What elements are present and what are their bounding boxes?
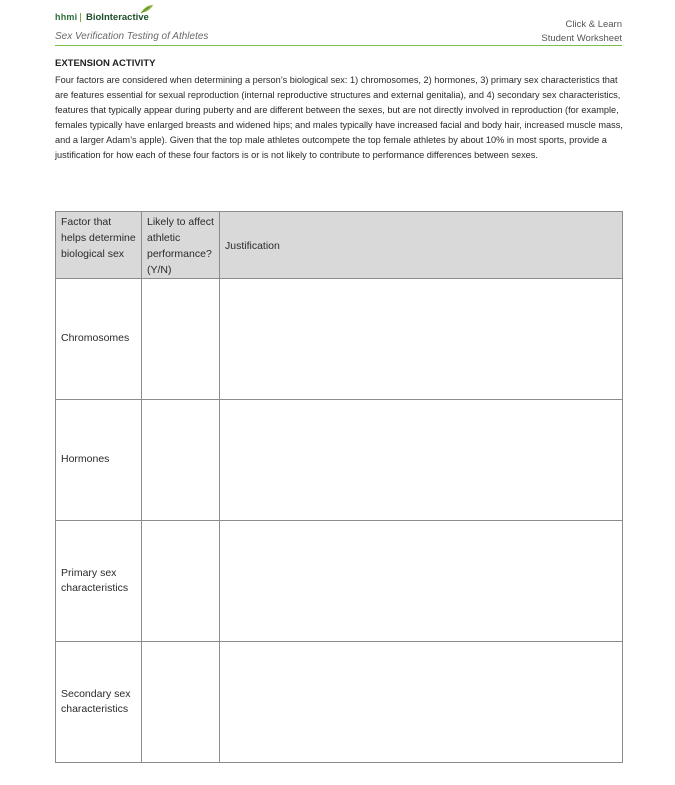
activity-instructions: Four factors are considered when determining a person’s biological sex: 1) chromosomes, 2) hormones, 3) primary sex characteristics that are features essential for sexual reproduction (internal reproductive structures and external genitalia), and 4) secondary sex characteristics, features that typically appear during puberty and are different between the sexes, but are not directly involved in reproduction (for example, females typically have enlarged breasts and widened hips; and males typically have increased facial and body hair, increased muscle mass, and a larger Adam’s apple). Given that the top male athletes outcompete the top female athletes by about 10% in most sports, provide a justification for how each of these four factors is or is not likely to contribute to performance differences between sexes. <box>55 75 623 160</box>
likely-answer-cell[interactable] <box>142 279 220 400</box>
activity-heading: EXTENSION ACTIVITY <box>55 58 156 69</box>
factors-table <box>55 211 623 763</box>
factor-cell: Secondary sex characteristics <box>56 642 142 763</box>
hhmi-wordmark: hhmi <box>55 12 78 22</box>
leaf-icon <box>140 4 154 14</box>
biointeractive-wordmark: BioInteractive <box>86 12 149 23</box>
justification-answer-cell[interactable] <box>220 279 623 400</box>
doc-type-label: Student Worksheet <box>541 33 622 44</box>
table-row <box>56 279 623 400</box>
biointeractive-logo <box>55 8 185 26</box>
justification-answer-cell[interactable] <box>220 400 623 521</box>
header-justification: Justification <box>220 212 623 279</box>
table-header-row <box>56 212 623 279</box>
header-likely: Likely to affect athletic performance? (Y/N) <box>142 212 220 279</box>
justification-answer-cell[interactable] <box>220 521 623 642</box>
table-row <box>56 521 623 642</box>
document-title: Sex Verification Testing of Athletes <box>55 31 209 42</box>
factor-cell: Hormones <box>56 400 142 521</box>
header-rule <box>55 45 622 46</box>
series-label: Click & Learn <box>565 19 622 30</box>
header-factor: Factor that helps determine biological sex <box>56 212 142 279</box>
likely-answer-cell[interactable] <box>142 642 220 763</box>
table-row <box>56 642 623 763</box>
likely-answer-cell[interactable] <box>142 400 220 521</box>
table-row <box>56 400 623 521</box>
justification-answer-cell[interactable] <box>220 642 623 763</box>
logo-divider <box>80 13 81 22</box>
likely-answer-cell[interactable] <box>142 521 220 642</box>
factor-cell: Primary sex characteristics <box>56 521 142 642</box>
factor-cell: Chromosomes <box>56 279 142 400</box>
